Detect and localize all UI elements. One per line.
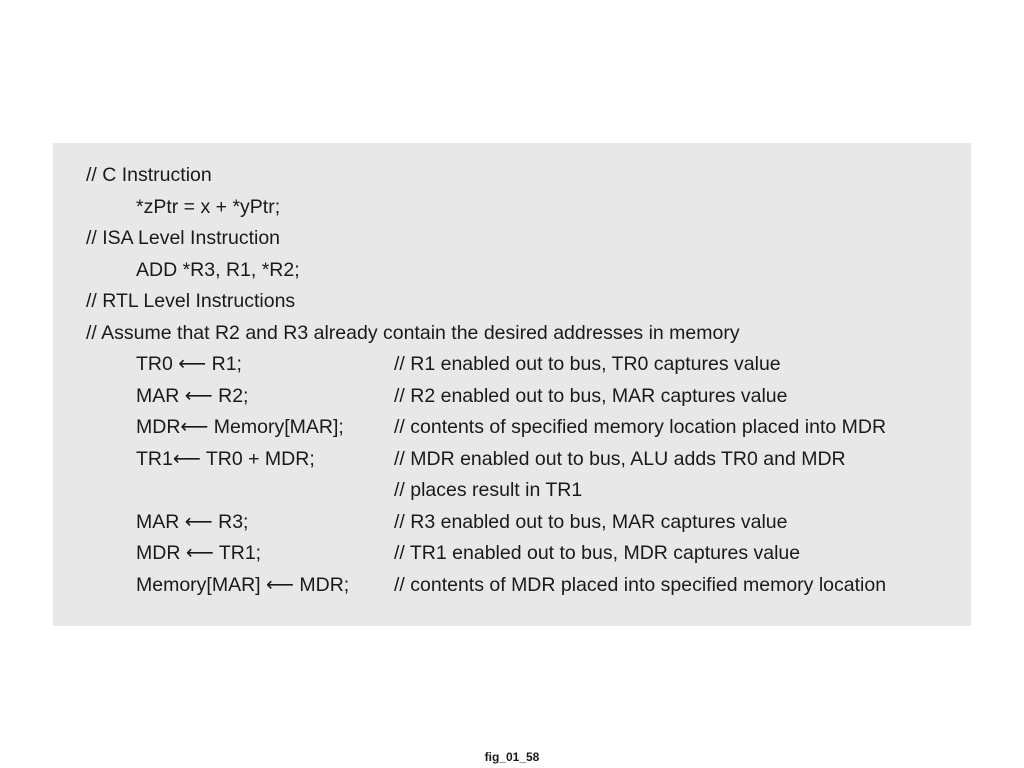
rtl-comment: // R1 enabled out to bus, TR0 captures value xyxy=(394,353,781,375)
rtl-instruction: MDR⟵ Memory[MAR]; xyxy=(136,416,344,438)
rtl-comment: // TR1 enabled out to bus, MDR captures value xyxy=(394,542,801,564)
rtl-comment: // MDR enabled out to bus, ALU adds TR0 and MDR xyxy=(394,448,846,470)
isa-statement: ADD *R3, R1, *R2; xyxy=(136,259,300,281)
comment-isa-level: // ISA Level Instruction xyxy=(86,227,281,249)
comment-rtl-level: // RTL Level Instructions xyxy=(86,290,296,312)
rtl-comment: // R2 enabled out to bus, MAR captures value xyxy=(394,385,788,407)
rtl-comment: // places result in TR1 xyxy=(394,479,583,501)
rtl-instruction: Memory[MAR] ⟵ MDR; xyxy=(136,574,350,596)
rtl-instruction: MDR ⟵ TR1; xyxy=(136,542,262,564)
c-statement: *zPtr = x + *yPtr; xyxy=(136,196,281,218)
rtl-instruction: TR0 ⟵ R1; xyxy=(136,353,242,375)
rtl-comment: // contents of specified memory location placed into MDR xyxy=(394,416,887,438)
rtl-comment: // R3 enabled out to bus, MAR captures value xyxy=(394,511,788,533)
rtl-instruction: TR1⟵ TR0 + MDR; xyxy=(136,448,315,470)
comment-assumption: // Assume that R2 and R3 already contain the desired addresses in memory xyxy=(86,322,740,344)
rtl-comment: // contents of MDR placed into specified memory location xyxy=(394,574,887,596)
figure-caption: fig_01_58 xyxy=(484,750,540,764)
comment-c-instruction: // C Instruction xyxy=(86,164,212,186)
rtl-instruction: MAR ⟵ R3; xyxy=(136,511,249,533)
rtl-instruction: MAR ⟵ R2; xyxy=(136,385,249,407)
